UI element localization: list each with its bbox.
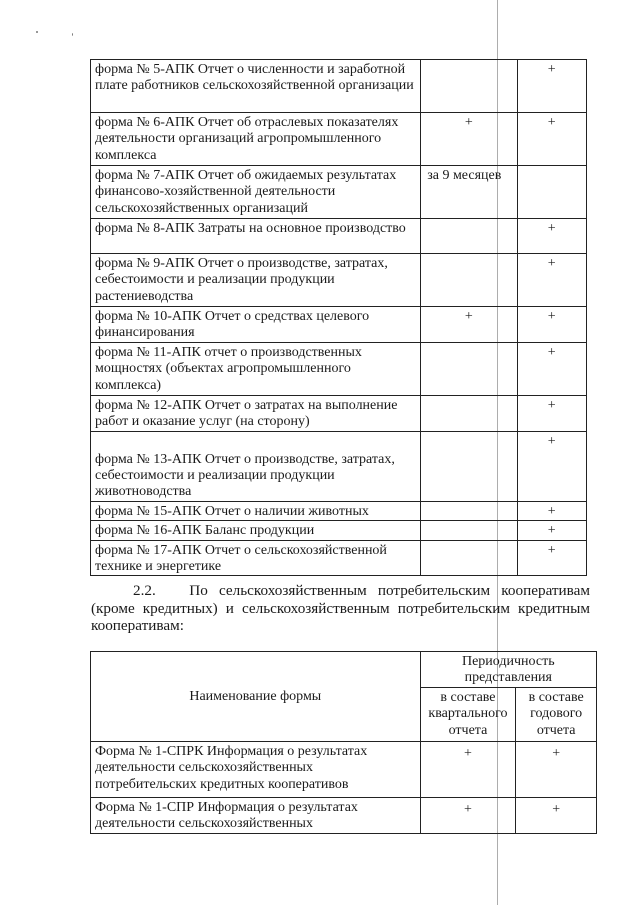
annual-cell: + [517,254,587,307]
form-name-cell: Форма № 1-СПРК Информация о результатах деятельности сельскохозяйственных потребительских кредитных кооперативов [91,741,421,797]
table-row [91,219,587,254]
form-name-cell: Форма № 1-СПР Информация о результатах деятельности сельскохозяйственных [91,797,421,833]
form-name-cell: форма № 13-АПК Отчет о производстве, затратах, себестоимости и реализации продукции животноводства [91,431,421,501]
header-annual: в составе годового отчета [516,687,597,741]
form-name-cell: форма № 9-АПК Отчет о производстве, затратах, себестоимости и реализации продукции растениеводства [91,254,421,307]
forms-table-apk [90,59,587,576]
quarterly-cell [421,521,517,540]
quarterly-cell [421,254,517,307]
form-name-cell: форма № 16-АПК Баланс продукции [91,521,421,540]
annual-cell: + [517,540,587,576]
section-text: По сельскохозяйственным потребительским кооперативам (кроме кредитных) и сельскохозяйственным потребительским кредитным кооперативам: [91,582,590,634]
section-2-2-paragraph [91,582,590,635]
scan-speck [72,33,73,36]
annual-cell: + [517,113,587,166]
table-row [91,540,587,576]
table-row [91,797,597,833]
annual-cell: + [517,431,587,501]
table-row [91,521,587,540]
annual-cell: + [517,521,587,540]
table-row [91,501,587,520]
form-name-cell: форма № 15-АПК Отчет о наличии животных [91,501,421,520]
quarterly-cell [421,60,517,113]
quarterly-cell: + [420,797,516,833]
table-row [91,431,587,501]
annual-cell: + [517,60,587,113]
quarterly-cell [421,540,517,576]
annual-cell: + [517,395,587,431]
form-name-cell: форма № 5-АПК Отчет о численности и заработной плате работников сельскохозяйственной организации [91,60,421,113]
form-name-cell: форма № 8-АПК Затраты на основное производство [91,219,421,254]
annual-cell: + [517,219,587,254]
table-row [91,166,587,219]
quarterly-cell: + [421,113,517,166]
table-row [91,60,587,113]
form-name-cell: форма № 6-АПК Отчет об отраслевых показателях деятельности организаций агропромышленного комплекса [91,113,421,166]
form-name-cell: форма № 7-АПК Отчет об ожидаемых результатах финансово-хозяйственной деятельности сельскохозяйственных организаций [91,166,421,219]
table-row [91,395,587,431]
quarterly-cell [421,431,517,501]
quarterly-cell: + [421,307,517,343]
annual-cell: + [517,342,587,395]
header-quarterly: в составе квартального отчета [420,687,516,741]
quarterly-cell: + [420,741,516,797]
section-number: 2.2. [133,582,156,599]
quarterly-cell [421,395,517,431]
quarterly-cell [421,219,517,254]
quarterly-cell [421,342,517,395]
table-row [91,254,587,307]
form-name-cell: форма № 17-АПК Отчет о сельскохозяйственной технике и энергетике [91,540,421,576]
annual-cell: + [516,741,597,797]
scan-speck [36,31,38,33]
annual-cell [517,166,587,219]
forms-table-cooperatives [90,651,597,834]
form-name-cell: форма № 12-АПК Отчет о затратах на выполнение работ и оказание услуг (на сторону) [91,395,421,431]
annual-cell: + [517,501,587,520]
header-periodicity: Периодичность представления [420,652,596,688]
table-row [91,113,587,166]
form-name-cell: форма № 11-АПК отчет о производственных мощностях (объектах агропромышленного комплекса) [91,342,421,395]
table-row [91,307,587,343]
quarterly-cell [421,501,517,520]
annual-cell: + [516,797,597,833]
table-row [91,741,597,797]
form-name-cell: форма № 10-АПК Отчет о средствах целевого финансирования [91,307,421,343]
table-row [91,342,587,395]
annual-cell: + [517,307,587,343]
header-form-name: Наименование формы [91,652,421,742]
quarterly-cell: за 9 месяцев [421,166,517,219]
